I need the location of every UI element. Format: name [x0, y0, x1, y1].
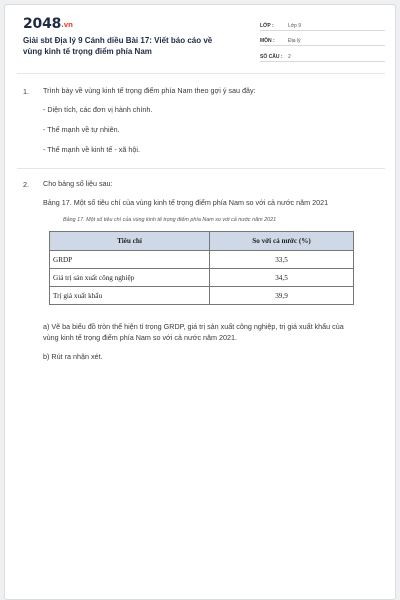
meta-panel	[260, 18, 385, 65]
table-row	[50, 287, 354, 305]
table-cell: GRDP	[50, 251, 210, 269]
meta-row-class	[260, 18, 385, 31]
meta-key: MÔN :	[260, 38, 275, 44]
question-2-part-a-cont: vùng kinh tế trọng điểm phía Nam so với cả nước năm 2021.	[43, 333, 238, 342]
table-header: Tiêu chí	[50, 232, 210, 251]
site-logo[interactable]	[23, 16, 73, 32]
meta-row-subject	[260, 34, 385, 47]
table-cell: Giá trị sản xuất công nghiệp	[50, 269, 210, 287]
question-1-bullet: - Thế mạnh về tự nhiên.	[43, 125, 120, 134]
header-divider	[17, 73, 385, 74]
section-divider	[17, 168, 385, 169]
table-title: Bảng 17. Một số tiêu chí của vùng kinh tế trọng điểm phía Nam so với cả nước năm 2021	[43, 198, 329, 207]
table-cell: Trị giá xuất khẩu	[50, 287, 210, 305]
table-row	[50, 269, 354, 287]
meta-value: 2	[288, 53, 291, 60]
document-title: Giải sbt Địa lý 9 Cánh diều Bài 17: Viết báo cáo về vùng kinh tế trọng điểm phía Nam	[23, 36, 213, 56]
question-1-number: 1.	[23, 87, 29, 96]
logo-tld: .vn	[61, 21, 73, 29]
page-header	[5, 5, 395, 69]
table-cell: 34,5	[210, 269, 354, 287]
table-header: So với cả nước (%)	[210, 232, 354, 251]
meta-key: SỐ CÂU :	[260, 53, 283, 60]
table-cell: 39,9	[210, 287, 354, 305]
table-header-row	[50, 232, 354, 251]
data-table	[49, 231, 354, 305]
question-2-part-b: b) Rút ra nhận xét.	[43, 352, 103, 361]
table-caption: Bảng 17. Một số tiêu chí của vùng kinh tế trọng điểm phía Nam so với cả nước năm 2021	[63, 217, 277, 223]
question-2-number: 2.	[23, 180, 29, 189]
question-2-intro: Cho bảng số liệu sau:	[43, 179, 113, 188]
document-page	[4, 4, 396, 600]
meta-row-question-count	[260, 49, 385, 62]
table-row	[50, 251, 354, 269]
question-2-part-a: a) Vẽ ba biểu đồ tròn thể hiện tỉ trọng GRDP, giá trị sản xuất công nghiệp, trị giá xuất khẩu của	[43, 322, 344, 331]
question-1-bullet: - Thế mạnh về kinh tế - xã hội.	[43, 145, 140, 154]
question-1-bullet: - Diện tích, các đơn vị hành chính.	[43, 105, 153, 114]
logo-text: 2048	[23, 16, 62, 32]
meta-key: LỚP :	[260, 22, 274, 29]
meta-value: Lớp 9	[288, 22, 302, 29]
table-cell: 33,5	[210, 251, 354, 269]
meta-value: Địa lý	[288, 38, 301, 44]
question-1-text: Trình bày về vùng kinh tế trọng điểm phía Nam theo gợi ý sau đây:	[43, 86, 256, 95]
